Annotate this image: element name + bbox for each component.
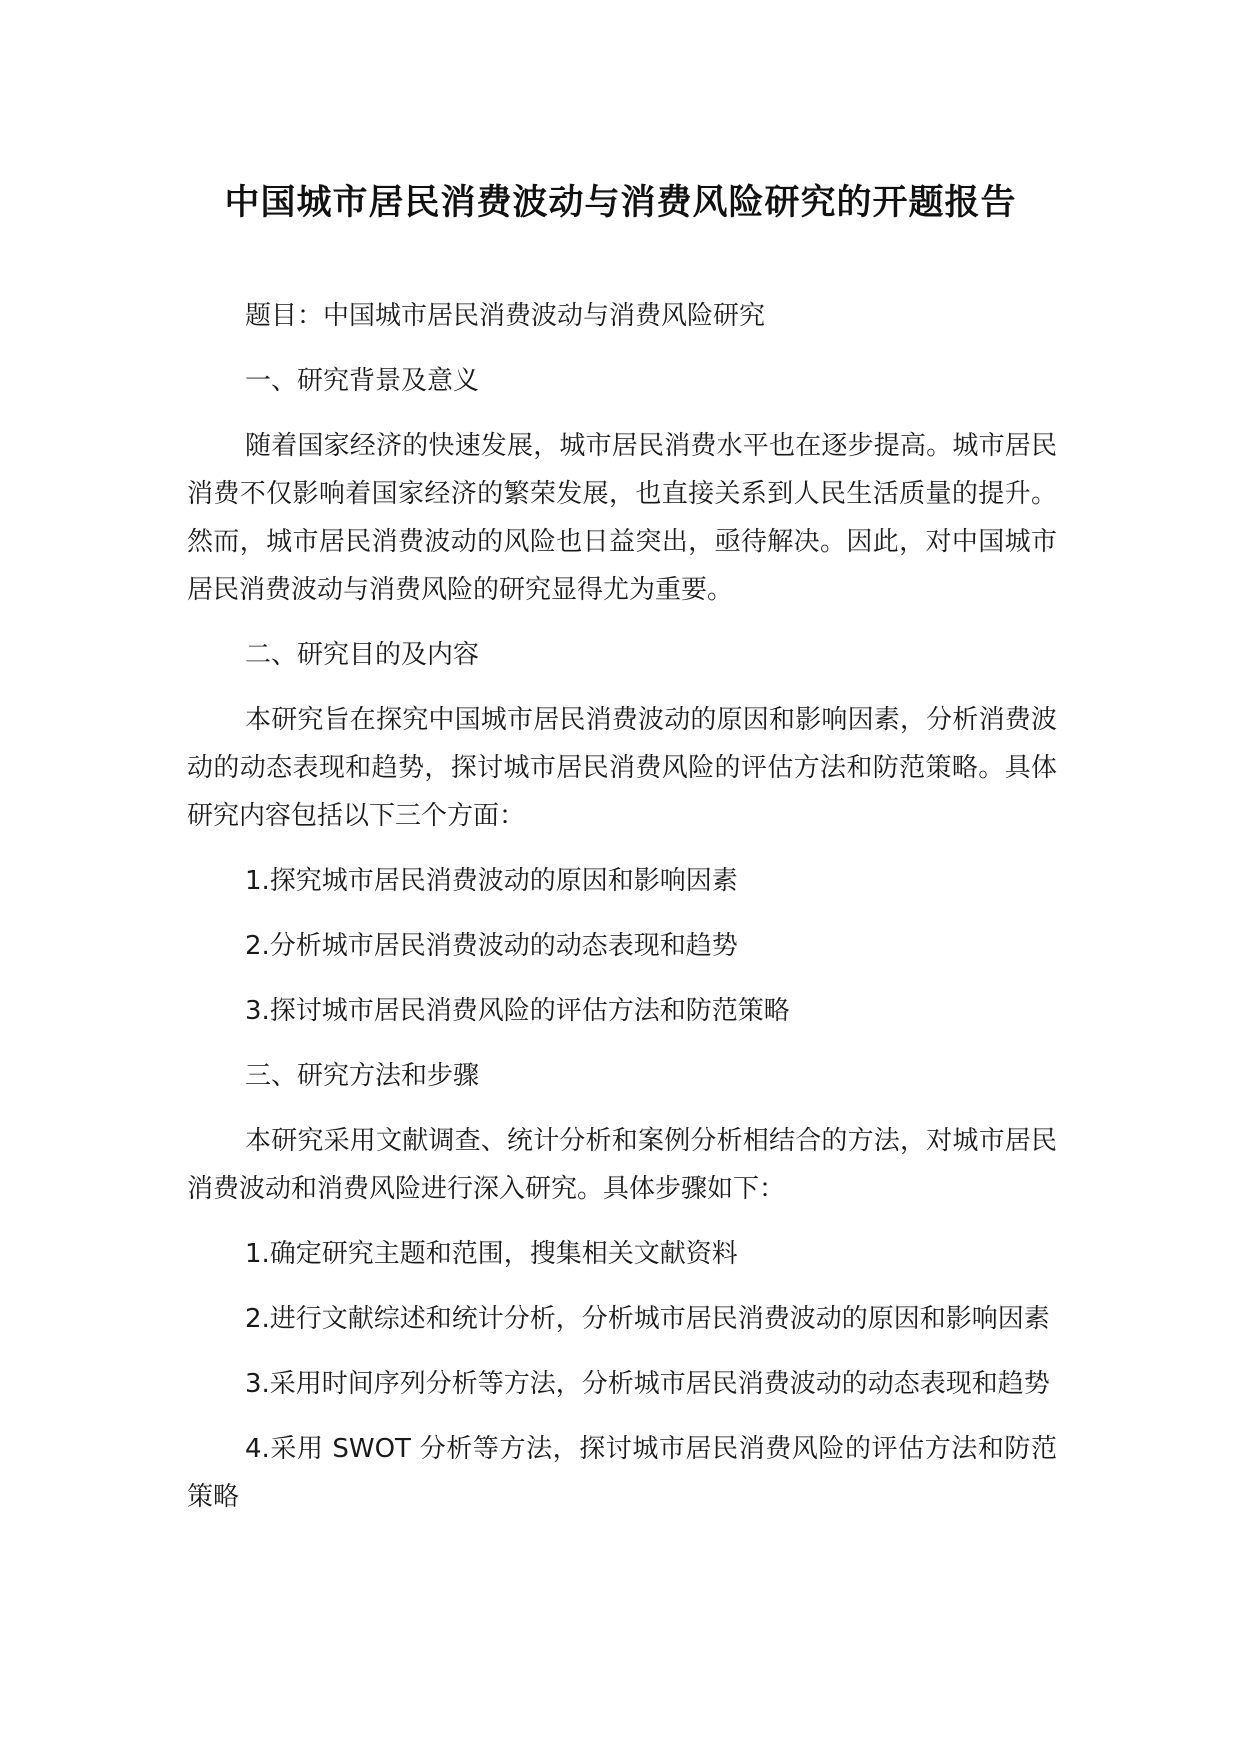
section-heading-methods: 三、研究方法和步骤 bbox=[245, 1061, 480, 1091]
list-item-step-4: 4.采用 SWOT 分析等方法，探讨城市居民消费风险的评估方法和防范策略 bbox=[187, 1434, 1057, 1512]
list-item-step-2: 2.进行文献综述和统计分析，分析城市居民消费波动的原因和影响因素 bbox=[245, 1304, 1050, 1334]
document-title: 中国城市居民消费波动与消费风险研究的开题报告 bbox=[224, 183, 1017, 223]
topic-line: 题目：中国城市居民消费波动与消费风险研究 bbox=[245, 301, 766, 331]
list-item-objective-1: 1.探究城市居民消费波动的原因和影响因素 bbox=[245, 866, 738, 896]
paragraph-objectives: 本研究旨在探究中国城市居民消费波动的原因和影响因素，分析消费波动的动态表现和趋势，探讨城市居民消费风险的评估方法和防范策略。具体研究内容包括以下三个方面： bbox=[187, 705, 1057, 831]
list-item-objective-3: 3.探讨城市居民消费风险的评估方法和防范策略 bbox=[245, 996, 790, 1026]
paragraph-methods: 本研究采用文献调查、统计分析和案例分析相结合的方法，对城市居民消费波动和消费风险进行深入研究。具体步骤如下： bbox=[187, 1126, 1057, 1204]
paragraph-background: 随着国家经济的快速发展，城市居民消费水平也在逐步提高。城市居民消费不仅影响着国家经济的繁荣发展，也直接关系到人民生活质量的提升。然而，城市居民消费波动的风险也日益突出，亟待解决。因此，对中国城市居民消费波动与消费风险的研究显得尤为重要。 bbox=[187, 431, 1057, 605]
section-heading-objectives: 二、研究目的及内容 bbox=[245, 640, 480, 670]
list-item-objective-2: 2.分析城市居民消费波动的动态表现和趋势 bbox=[245, 931, 738, 961]
section-heading-background: 一、研究背景及意义 bbox=[245, 366, 480, 396]
document-body bbox=[187, 292, 1057, 1538]
list-item-step-3: 3.采用时间序列分析等方法，分析城市居民消费波动的动态表现和趋势 bbox=[245, 1369, 1050, 1399]
list-item-step-1: 1.确定研究主题和范围，搜集相关文献资料 bbox=[245, 1239, 738, 1269]
